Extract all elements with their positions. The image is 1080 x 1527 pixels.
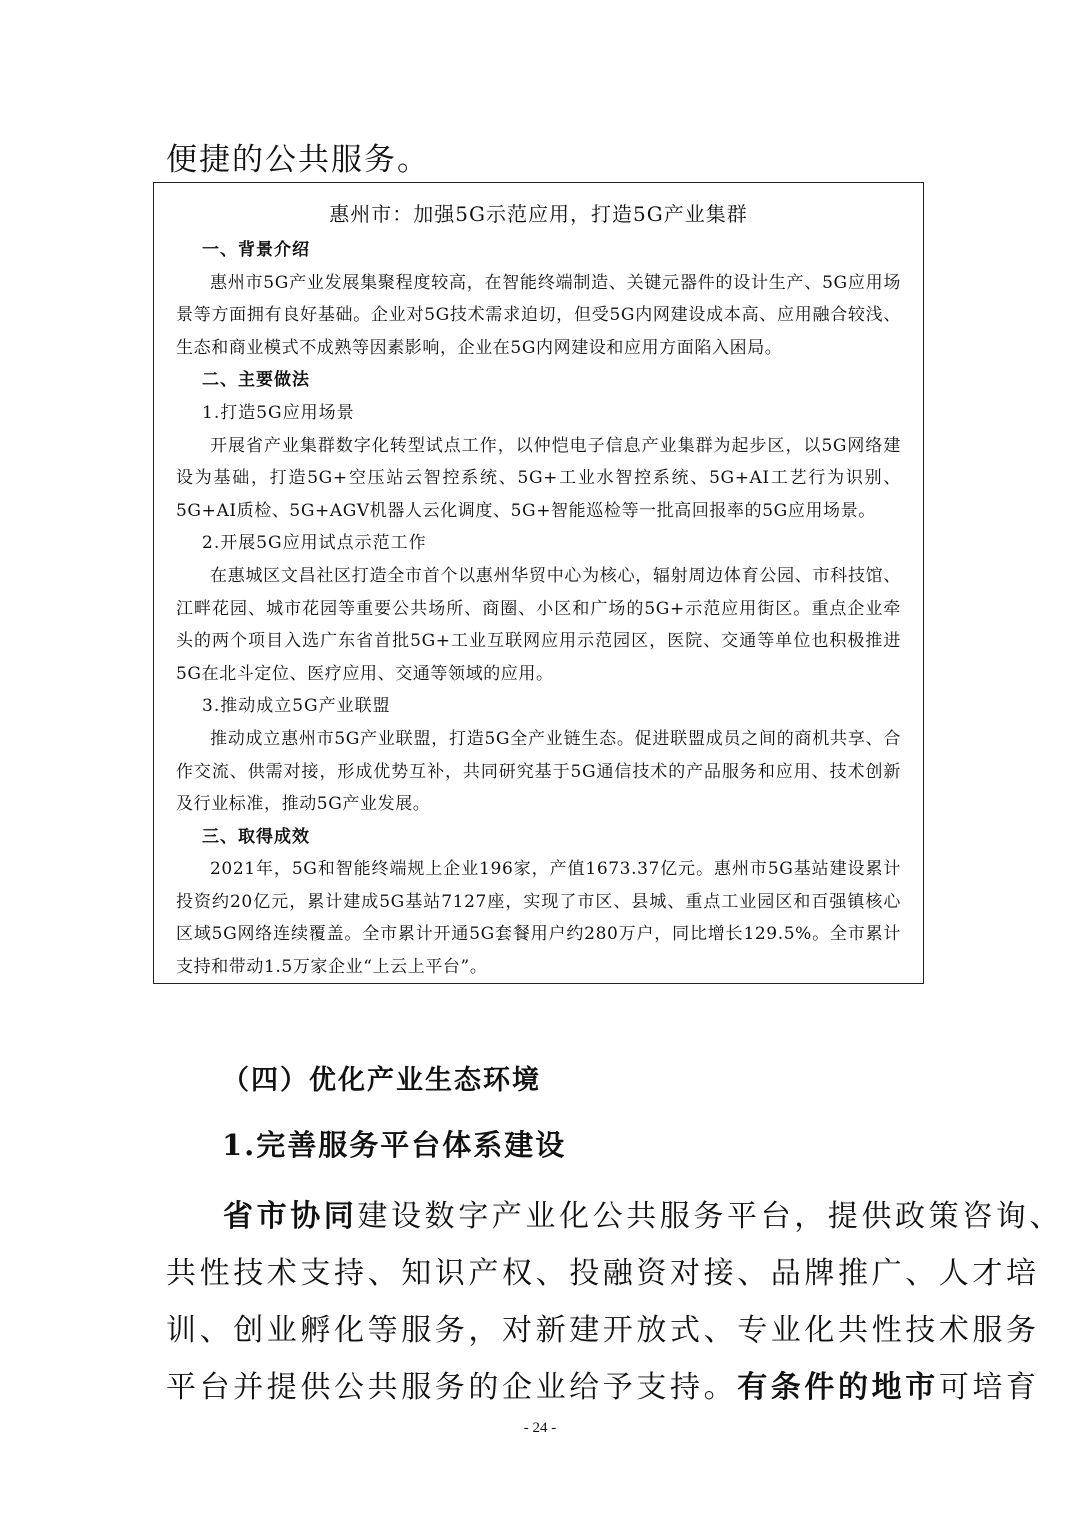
section-title: （四）优化产业生态环境: [222, 1065, 541, 1096]
body-paragraph: [166, 1188, 1064, 1416]
background-paragraph: 惠州市5G产业发展集聚程度较高，在智能终端制造、关键元器件的设计生产、5G应用场景等方面拥有良好基础。企业对5G技术需求迫切，但受5G内网建设成本高、应用融合较浅、生态和商业模式不成熟等因素影响，企业在5G内网建设和应用方面陷入困局。: [176, 272, 901, 358]
body-line-2: 共性技术支持、知识产权、投融资对接、品牌推广、人才培: [166, 1256, 1040, 1291]
results-paragraph: 2021年，5G和智能终端规上企业196家，产值1673.37亿元。惠州市5G基站建设累计投资约20亿元，累计建成5G基站7127座，实现了市区、县城、重点工业园区和百强镇核心区域5G网络连续覆盖。全市累计开通5G套餐用户约280万户，同比增长129.5%。全市累计支持和带动1.5万家企业“上云上平台”。: [176, 859, 901, 978]
subsection-title: 1.完善服务平台体系建设: [222, 1128, 567, 1162]
case-study-box: [153, 182, 924, 984]
body-line-4: [166, 1359, 1040, 1416]
case-study-title: 惠州市：加强5G示范应用，打造5G产业集群: [329, 202, 748, 226]
body-line-1: [166, 1188, 1064, 1245]
practice-heading: 二、主要做法: [202, 370, 310, 391]
background-heading: 一、背景介绍: [202, 240, 310, 260]
body-line-4-start: 平台并提供公共服务的企业给予支持。: [166, 1370, 738, 1405]
practice-2-title: 2.开展5G应用试点示范工作: [202, 533, 427, 554]
practice-3-title: 3.推动成立5G产业联盟: [202, 696, 391, 717]
body-line-4-end: 可培育: [938, 1370, 1040, 1405]
results-heading: 三、取得成效: [202, 826, 310, 847]
lead-line: 便捷的公共服务。: [166, 142, 430, 178]
body-emphasis-province-city: 省市协同: [223, 1199, 358, 1234]
body-line-3: 训、创业孵化等服务，对新建开放式、专业化共性技术服务: [166, 1313, 1040, 1348]
practice-3-paragraph: 推动成立惠州市5G产业联盟，打造5G全产业链生态。促进联盟成员之间的商机共享、合作交流、供需对接，形成优势互补，共同研究基于5G通信技术的产品服务和应用、技术创新及行业标准，推动5G产业发展。: [176, 728, 901, 815]
practice-2-paragraph: 在惠城区文昌社区打造全市首个以惠州华贸中心为核心，辐射周边体育公园、市科技馆、江畔花园、城市花园等重要公共场所、商圈、小区和广场的5G+示范应用街区。重点企业牵头的两个项目入选广东省首批5G+工业互联网应用示范园区，医院、交通等单位也积极推进5G在北斗定位、医疗应用、交通等领域的应用。: [176, 565, 901, 684]
practice-1-title: 1.打造5G应用场景: [202, 402, 355, 423]
body-line-1-text: 建设数字产业化公共服务平台，提供政策咨询、: [357, 1199, 1064, 1234]
page-number: - 24 -: [523, 1420, 557, 1436]
practice-1-paragraph: 开展省产业集群数字化转型试点工作，以仲恺电子信息产业集群为起步区，以5G网络建设为基础，打造5G+空压站云智控系统、5G+工业水智控系统、5G+AI工艺行为识别、5G+AI质检、5G+AGV机器人云化调度、5G+智能巡检等一批高回报率的5G应用场景。: [176, 435, 901, 521]
body-emphasis-qualified-cities: 有条件的地市: [737, 1370, 939, 1405]
